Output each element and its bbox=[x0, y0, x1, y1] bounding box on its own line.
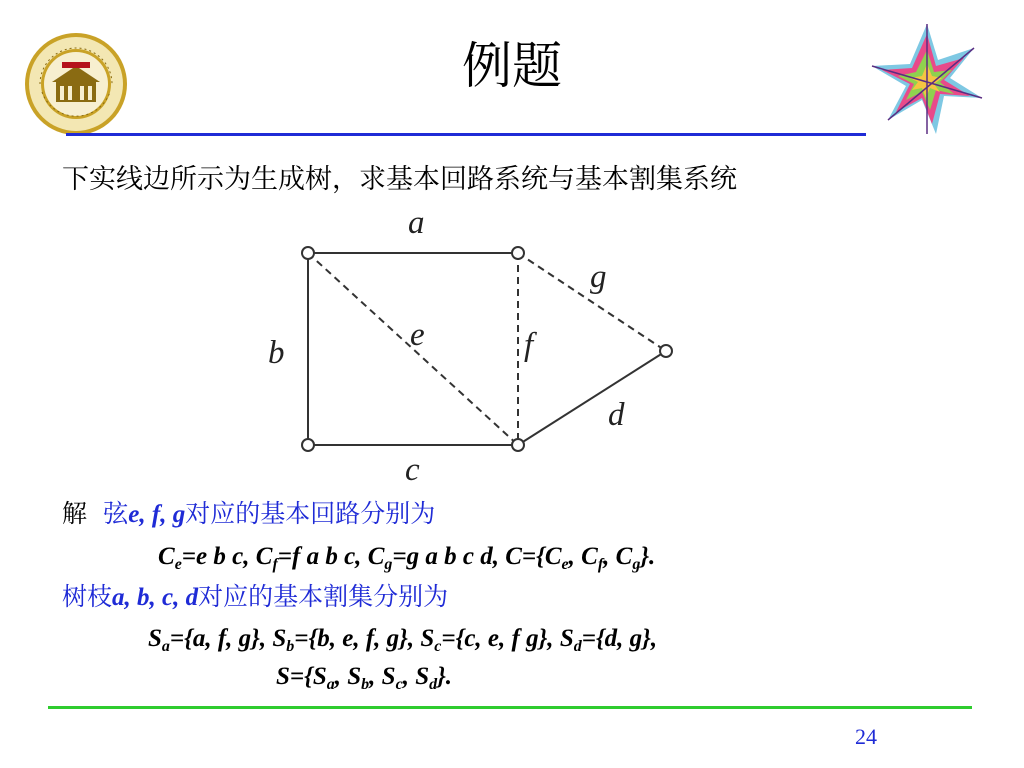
problem-statement: 下实线边所示为生成树，求基本回路系统与基本割集系统 bbox=[62, 164, 737, 195]
circuit-system: $C=\{C_e$, $C_f$, $C_g$}. bbox=[505, 543, 656, 573]
star-polyhedron-icon bbox=[866, 20, 988, 140]
cutsets-line bbox=[148, 622, 657, 656]
label-a: a bbox=[408, 205, 425, 241]
branches-suffix: 对应的基本割集分别为 bbox=[198, 582, 449, 611]
label-e: e bbox=[410, 317, 425, 353]
cutset-sa: $S_a=\{a$, f, g}, bbox=[148, 625, 273, 655]
branches-vars: a, b, c, d bbox=[112, 584, 199, 611]
solution-label: 解 bbox=[62, 499, 88, 528]
cutset-sc: $S_c=\{c$, e, f g}, bbox=[420, 625, 560, 655]
label-g: g bbox=[590, 259, 607, 295]
vertex bbox=[302, 439, 314, 451]
title-divider bbox=[66, 133, 866, 136]
chords-suffix: 对应的基本回路分别为 bbox=[185, 499, 436, 528]
vertex bbox=[660, 345, 672, 357]
chords-prefix: 弦 bbox=[103, 499, 129, 528]
vertex bbox=[302, 247, 314, 259]
cutset-system: $S=\{S_a$, $S_b$, $S_c$, $S_d$}. bbox=[276, 663, 453, 693]
circuit-ce: $C_e=e$ b c, bbox=[158, 543, 256, 573]
branches-prefix: 树枝 bbox=[62, 582, 113, 611]
spanning-tree-graph bbox=[260, 205, 700, 490]
footer-divider bbox=[48, 706, 972, 709]
page-number: 24 bbox=[855, 724, 877, 749]
cutset-sb: $S_b=\{b$, e, f, g}, bbox=[272, 625, 421, 655]
circuits-line bbox=[158, 540, 655, 574]
edge-d bbox=[518, 351, 666, 445]
slide-title: 例题 bbox=[462, 37, 562, 95]
label-b: b bbox=[268, 335, 285, 371]
label-c: c bbox=[405, 452, 420, 488]
vertex bbox=[512, 439, 524, 451]
cutset-sd: $S_d=\{d$, g}, bbox=[559, 625, 658, 655]
chords-vars: e, f, g bbox=[128, 501, 186, 528]
circuit-cg: $C_g=g$ a b c d, bbox=[367, 543, 506, 573]
label-f: f bbox=[524, 327, 534, 363]
cutset-system-line bbox=[276, 660, 452, 694]
solution-line-1 bbox=[62, 497, 435, 532]
circuit-cf: $C_f=f$ a b c, bbox=[255, 543, 368, 573]
vertex bbox=[512, 247, 524, 259]
solution-line-3 bbox=[62, 580, 448, 615]
label-d: d bbox=[608, 397, 625, 433]
